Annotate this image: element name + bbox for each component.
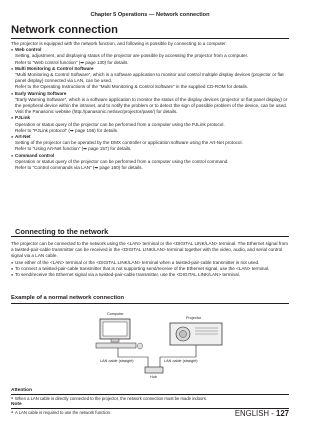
projector-label: Projector [186,316,202,320]
projector-icon [170,323,222,345]
chapter-header: Chapter 5 Operations — Network connection [90,12,210,18]
intro-body [11,41,289,171]
feature-ref: Refer to “PJLink protocol” (➡ page 156) for details. [15,127,119,133]
footer-language: ENGLISH - [234,409,276,418]
feature-ref: Refer to “Using Art-Net function” (➡ page 157) for details. [15,146,132,152]
page-number: 127 [275,409,289,418]
title-divider [11,38,289,39]
connecting-bullet: ● Use either of the <LAN> terminal or the <DIGITAL LINK/LAN> terminal when a twisted-pair-cable transmitter is not used. [11,260,289,266]
connecting-bullet: ● To send/receive the Ethernet signal via a twisted-pair-cable transmitter, use the <DIGITAL LINK/LAN> terminal. [11,272,289,278]
feature-title: ● Command control [11,153,289,159]
computer-icon [96,319,143,349]
feature-text: Setting, adjustment, and displaying status of the projector are possible by accessing the projector from a computer. [15,53,249,59]
lan-cable-left [118,348,148,367]
attention-divider [11,394,289,395]
feature-ref: Refer to “Web control function” (➡ page 130) for details. [15,59,129,65]
feature-item [11,47,289,66]
attention-heading: Attention [11,388,33,393]
network-diagram-graphic [80,305,230,385]
page-footer [235,409,289,418]
feature-text: “Early Warning Software”, which is a software application to monitor the status of the display devices (projector or flat panel display) or the peripheral device within the intranet, and to notify the problem or to detect the sign of possible problem of the device, can be used. [15,96,288,109]
section-divider [11,236,289,237]
note-heading: Note [11,401,22,407]
feature-item [11,115,289,134]
connecting-bullet: ● To connect a twisted-pair-cable transmitter that is not supporting send/receive of the Ethernet signal, use the <LAN> terminal. [11,266,289,272]
feature-list [11,47,289,171]
attention-text: ● When a LAN cable is directly connected to the projector, the network connection must be made indoors. [11,396,289,401]
hub-icon [145,367,163,373]
note-text: ● A LAN cable is required to use the network function. [11,410,289,415]
feature-text: Operation or status query of the projector can be performed from a computer using the control command. [15,158,229,164]
computer-label: Computer [107,312,124,316]
intro-paragraph: The projector is equipped with the network function, and following is possible by connecting to a computer. [11,41,227,46]
feature-title: ● Multi Monitoring & Control Software [11,66,289,72]
feature-title: ● Art-Net [11,134,289,140]
feature-text: Setting of the projector can be operated by the DMX controller or application software using the Art-Net protocol. [15,140,243,146]
connecting-bullets [11,260,289,279]
example-divider [11,303,289,304]
feature-item [11,91,289,116]
feature-title: ● Web control [11,47,289,53]
section-heading: Connecting to the network [15,227,109,236]
cable-right-label: LAN cable (straight) [164,359,198,363]
network-diagram [80,305,230,385]
feature-text: “Multi Monitoring & Control Software”, which is a software application to monitor and control multiple display devices (projector or flat panel display) connected via LAN, can be used. [15,72,284,84]
feature-ref: Visit the Panasonic website (http://panasonic.net/avc/projector/pass/) for details. [15,109,178,115]
feature-title: ● PJLink [11,115,289,121]
lan-cable-right [160,345,196,367]
connecting-paragraph: The projector can be connected to the network using the <LAN> terminal or the <DIGITAL LINK/LAN> terminal. The Ethernet signal from a twisted-pair-cable transmitter can be received in the <DIGITAL LINK/LAN> terminal together with the video, audio, and serial control signal via a LAN cable. [11,241,288,259]
feature-title: ● Early Warning Software [11,91,289,97]
example-heading-block [11,295,289,301]
section-heading-bar [11,227,289,237]
feature-item [11,134,289,153]
feature-item [11,153,289,172]
feature-ref: Refer to the Operating Instructions of the “Multi Monitoring & Control Software” in the supplied CD-ROM for details. [15,84,249,90]
example-heading: Example of a normal network connection [11,295,125,301]
hub-label: Hub [150,375,157,379]
page-title: Network connection [11,24,118,36]
feature-item [11,66,289,91]
connecting-body [11,241,289,278]
feature-ref: Refer to “Control commands via LAN” (➡ page 160) for details. [15,165,143,171]
cable-left-label: LAN cable (straight) [100,359,134,363]
feature-text: Operation or status query of the projector can be performed from a computer using the PJLink protocol. [15,121,225,127]
